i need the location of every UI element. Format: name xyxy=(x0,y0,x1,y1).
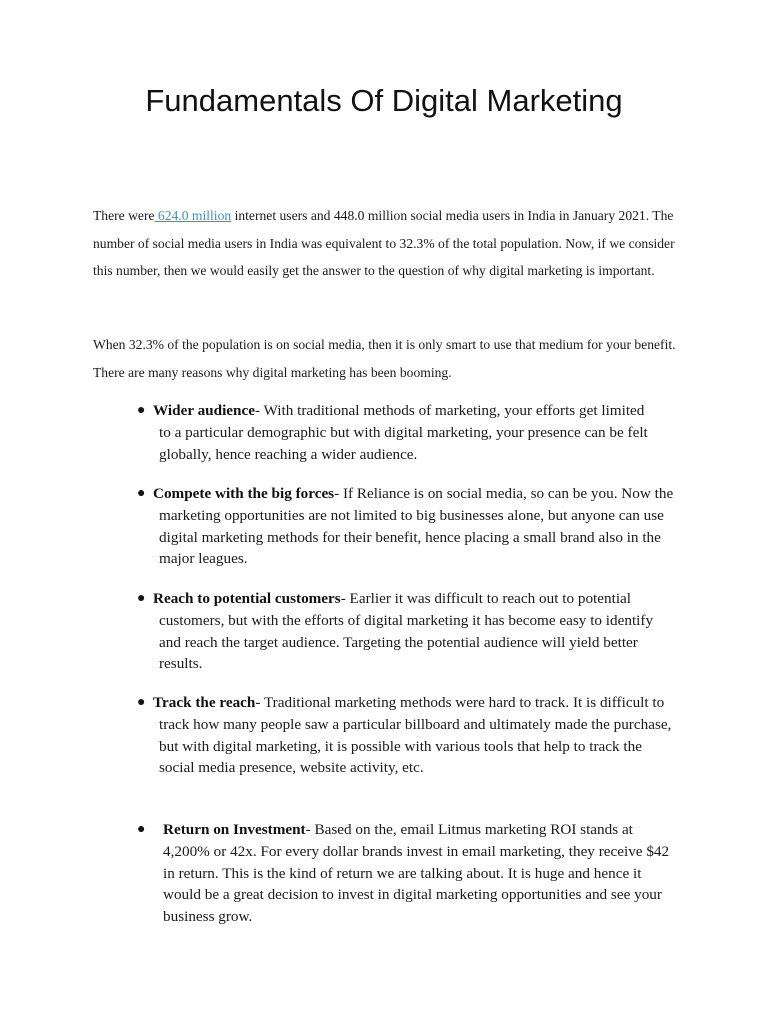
list-item-track-the-reach xyxy=(137,692,679,779)
bullet-heading: Compete with the big forces xyxy=(153,485,335,502)
bullet-icon: ● xyxy=(137,695,146,710)
bullet-icon: ● xyxy=(137,591,146,606)
bullet-text: - If Reliance is on social media, so can be you. Now the marketing opportunities are not limited to big businesses alone, but anyone can use digital marketing methods for their benefit, hence placing a small brand also in the major leagues. xyxy=(159,485,674,568)
list-item-wider-audience xyxy=(137,400,659,465)
intro-text-before-link: There were xyxy=(93,208,155,223)
bullet-heading: Reach to potential customers xyxy=(153,590,341,607)
page-title: Fundamentals Of Digital Marketing xyxy=(145,83,623,118)
bullet-text: - With traditional methods of marketing, your efforts get limited to a particular demographic but with digital marketing, your presence can be felt globally, hence reaching a wider audience. xyxy=(159,402,648,463)
bullet-text: - Based on the, email Litmus marketing ROI stands at 4,200% or 42x. For every dollar brands invest in email marketing, they receive $42 in return. This is the kind of return we are talking about. It is huge and hence it would be a great decision to invest in digital marketing opportunities and see your business grow. xyxy=(163,821,670,926)
bullet-text: - Traditional marketing methods were hard to track. It is difficult to track how many people saw a particular billboard and ultimately made the purchase, but with digital marketing, it is possible with various tools that help to track the social media presence, website activity, etc. xyxy=(159,694,672,777)
intro-text-after-link: internet users and 448.0 million social media users in India in January 2021. The number of social media users in India was equivalent to 32.3% of the total population. Now, if we consider this number, then we would easily get the answer to the question of why digital marketing is important. xyxy=(93,208,675,278)
statistics-link[interactable]: 624.0 million xyxy=(154,208,232,223)
bullet-text: - Earlier it was difficult to reach out to potential customers, but with the efforts of digital marketing it has become easy to identify and reach the target audience. Targeting the potential audience will yield better results. xyxy=(159,590,654,673)
bullet-icon: ● xyxy=(137,403,146,418)
bullet-icon: ● xyxy=(137,822,146,837)
bullet-heading: Track the reach xyxy=(153,694,256,711)
list-item-return-on-investment xyxy=(137,819,679,928)
second-paragraph: When 32.3% of the population is on social media, then it is only smart to use that medium for your benefit. There are many reasons why digital marketing has been booming. xyxy=(93,337,676,380)
list-item-reach-potential-customers xyxy=(137,588,659,675)
list-item-compete-big-forces xyxy=(137,483,677,570)
bullet-heading: Return on Investment xyxy=(163,821,306,838)
bullet-heading: Wider audience xyxy=(153,402,255,419)
intro-paragraph xyxy=(93,202,679,285)
bullet-icon: ● xyxy=(137,486,146,501)
